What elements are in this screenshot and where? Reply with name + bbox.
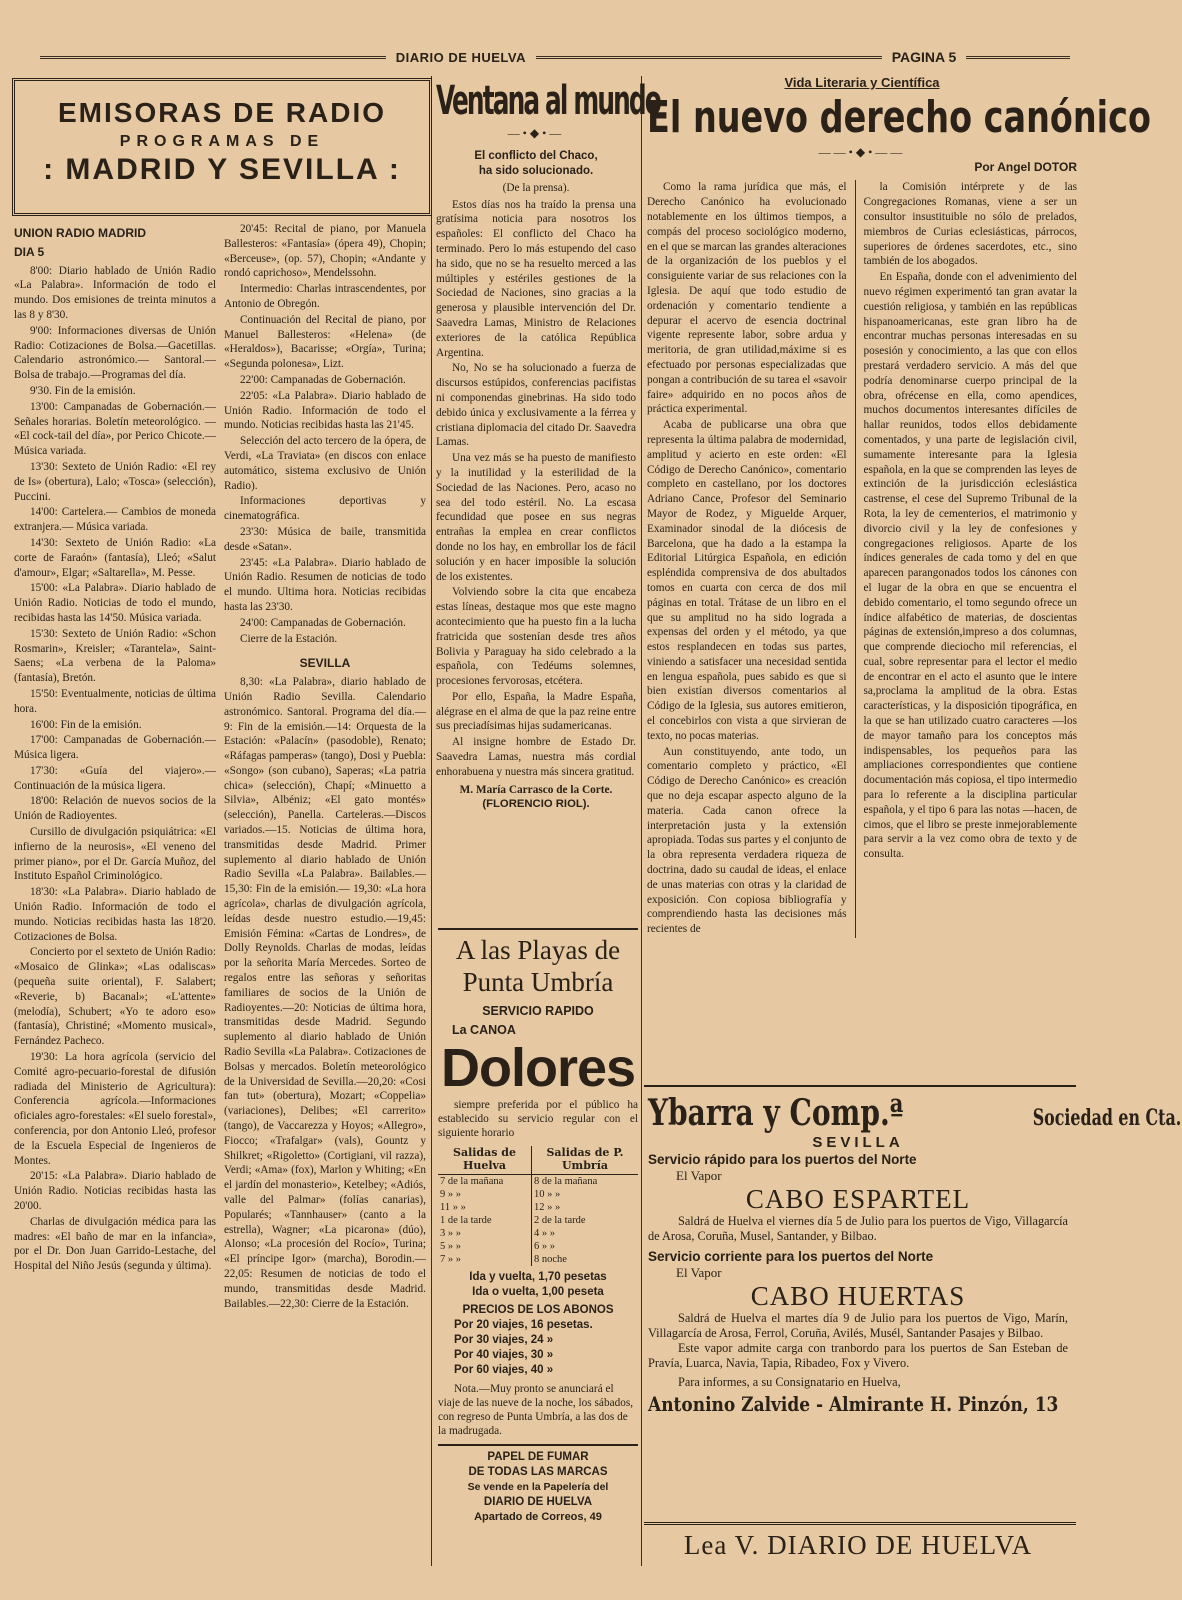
header-rule bbox=[966, 56, 1070, 59]
program-entry: 15'00: «La Palabra». Diario hablado de Unión Radio. Noticias de todo el mundo, recibidas hasta las 14'50. Música variada. bbox=[14, 582, 216, 624]
ybarra-ad bbox=[648, 1092, 1182, 1416]
program-entry: 20'15: «La Palabra». Diario hablado de Unión Radio. Noticias recibidas hasta las 20'00. bbox=[14, 1170, 216, 1212]
papel-line: Se vende en la Papelería del bbox=[467, 1481, 609, 1493]
lea-diario: Lea V. DIARIO DE HUELVA bbox=[683, 1530, 1033, 1560]
section-title: Vida Literaria y Científica bbox=[784, 75, 940, 90]
schedule-cell: 7 » » bbox=[440, 1254, 461, 1265]
abono-price: Por 30 viajes, 24 » bbox=[454, 1334, 554, 1346]
program-entry: 16'00: Fin de la emisión. bbox=[30, 718, 142, 731]
program-entry: 22'00: Campanadas de Gobernación. bbox=[240, 373, 406, 386]
program-entry: 23'45: «La Palabra». Diario hablado de Unión Radio. Resumen de noticias de todo el mundo. Ultima hora. Noticias recibidas hasta las 23'30. bbox=[224, 556, 426, 613]
servicio-label: SERVICIO RAPIDO bbox=[482, 1004, 594, 1018]
company-name: Ybarra y Comp.ª bbox=[648, 1092, 904, 1134]
schedule-row bbox=[438, 1175, 638, 1189]
schedule-cell: 7 de la mañana bbox=[440, 1176, 504, 1187]
ornament: ——•◆•—— bbox=[818, 144, 906, 159]
papel-line: DIARIO DE HUELVA bbox=[483, 1496, 593, 1508]
column-divider bbox=[641, 76, 642, 1566]
madrid-program-list-cont bbox=[224, 222, 426, 646]
vapor-label: El Vapor bbox=[676, 1168, 722, 1183]
article-paragraph: Acaba de publicarse una obra que representa la última palabra de modernidad, amplitud y acierto en este orden: «El Código de Derecho Canónico», comentario completo en castellano, por los doctores Adriano Cance, Profesor del Seminario Mayor de Rodez, y Miguelde Arquer, Examinador sinodal de la diócesis de Barcelona, que ha dado a la estampa la Editorial Litúrgica Española, en edición espléndida comprensiva de dos abultados tomos en cuarta con cerca de dos mil páginas en total. Trátase de un libro en el que su amplitud no ha sido lograda a expensas del orden y el método, ya que estos resplandecen en todas sus partes, viniendo a satisfacer una necesidad sentida en lengua española, pues sabido es que si bien existían diversos comentarios al Código de la Iglesia, sus autores emitieron, el concebirlos con vista a que sirvieran de texto, no pocas materias. bbox=[647, 419, 847, 742]
program-entry: 24'00: Campanadas de Gobernación. bbox=[240, 616, 406, 629]
schedule-table bbox=[438, 1146, 638, 1266]
service-title: Servicio rápido para los puertos del Norte bbox=[648, 1152, 917, 1167]
radio-column-1 bbox=[14, 222, 216, 1572]
canonico-article bbox=[647, 75, 1151, 1086]
schedule-cell: 5 » » bbox=[440, 1241, 461, 1252]
day-heading: DIA 5 bbox=[14, 244, 45, 259]
info-line: Para informes, a su Consignatario en Huelva, bbox=[678, 1375, 901, 1389]
ventana-author-alias: (FLORENCIO RIOL). bbox=[482, 798, 590, 811]
ventana-subtitle: El conflicto del Chaco, bbox=[474, 149, 598, 162]
ventana-source: (De la prensa). bbox=[502, 181, 570, 194]
madrid-program-list bbox=[14, 264, 216, 1274]
schedule-cell: 12 » » bbox=[531, 1201, 638, 1214]
header-rule bbox=[536, 56, 882, 59]
column-divider bbox=[431, 76, 432, 1566]
schedule-cell: 8 de la mañana bbox=[531, 1175, 638, 1189]
program-entry: 9'30. Fin de la emisión. bbox=[30, 384, 136, 397]
ad-note: Nota.—Muy pronto se anunciará el viaje de las nueve de la noche, los sábados, con regreso de Punta Umbría, a las dos de la madrugada. bbox=[438, 1383, 634, 1437]
program-entry: Informaciones deportivas y cinematográfica. bbox=[224, 495, 426, 523]
ventana-paragraph: Una vez más se ha puesto de manifiesto y la inutilidad y la esterilidad de la Sociedad de las Naciones. Pero, acaso no sea del todo estéril. No. La escasa fecundidad que posee en sus negras entrañas la emplea en crear conflictos donde no los hay, en embrollar los de fácil solución y en hacer imposible la solución de los existentes. bbox=[436, 452, 636, 583]
program-entry: 18'00: Relación de nuevos socios de la Unión de Radioyentes. bbox=[14, 795, 216, 823]
station-heading: SEVILLA bbox=[299, 656, 351, 671]
schedule-cell: 8 noche bbox=[531, 1253, 638, 1266]
ship-name: CABO HUERTAS bbox=[750, 1281, 966, 1311]
program-entry: Cierre de la Estación. bbox=[240, 632, 338, 645]
program-entry: 23'30: Música de baile, transmitida desde «Satan». bbox=[224, 525, 426, 553]
schedule-col-umbria: Salidas de P. Umbría bbox=[531, 1146, 638, 1175]
schedule-col-huelva: Salidas de Huelva bbox=[438, 1146, 531, 1175]
program-entry: Charlas de divulgación médica para las madres: «El baño de mar en la infancia», por el Dr. Don Juan Garrido-Lestache, del Hospital del Niño Jesús (segunda y última). bbox=[14, 1215, 216, 1273]
abonos-title: PRECIOS DE LOS ABONOS bbox=[462, 1304, 614, 1316]
radio-cities: : MADRID Y SEVILLA : bbox=[43, 153, 401, 186]
program-entry: 15'50: Eventualmente, noticias de última hora. bbox=[14, 687, 216, 715]
schedule-cell: 1 de la tarde bbox=[440, 1215, 492, 1226]
schedule-cell: 4 » » bbox=[531, 1227, 638, 1240]
punta-umbria-ad bbox=[438, 928, 638, 1525]
papel-line: DE TODAS LAS MARCAS bbox=[468, 1466, 608, 1478]
company-city: SEVILLA bbox=[812, 1134, 904, 1151]
radio-title: EMISORAS DE RADIO bbox=[57, 97, 387, 128]
schedule-cell: 11 » » bbox=[440, 1202, 466, 1213]
program-entry: 8'00: Diario hablado de Unión Radio «La Palabra». Información de todo el mundo. Dos emisiones de treinta minutos a las 8 y 8'30. bbox=[14, 264, 216, 321]
schedule-cell: 3 » » bbox=[440, 1228, 461, 1239]
boat-name: Dolores bbox=[440, 1038, 636, 1098]
article-paragraph: En España, donde con el advenimiento del nuevo régimen experimentó tan gran avatar la cuestión religiosa, y también en las repúblicas hispanoamericanas, este gran libro ha de encontrar muchas personas interesadas en su posesión y conocimiento, a las que con ellos prestará verdadero servicio. A más del que podría denominarse cuerpo principal de la obra, ofrécense en ella, como apendices, muchos documentos interesantes difíciles de hallar reunidos, todos ellos debidamente comentados, y una parte de legislación civil, sumamente interesante para la Iglesia española, en la que se comprenden las leyes de extinción de la jurisdicción eclesiástica castrense, el cese del Supremo Tribunal de la Rota, la ley de cementerios, el matrimonio y divorcio civil y la ley de confesiones y congregaciones religiosos. Aparte de los índices generales de cada tomo y del en que aparecen parangonados todos los cánones con el lugar de la obra en que se encuentra el debido comentario, el tomo segundo ofrece un índice alfabético de materias, de doscientas páginas de extensión,impreso a dos columnas, que comprende dieciocho mil referencias, el cual, sobre representar para el lector el medio de encontrar en el acto el asunto que le intere sa,proclama la amplitud de la obra. Estas características, y la disposición tipográfica, en la que se han utilizado cuatro caracteres —los de mayor tamaño para los conceptos más indispensables, los pequeños para las ampliaciones correspondientes que contiene documentación más copiosa, el tipo intermedio para lo referente a la disciplina particular española, y el tipo 6 para las notas —hacen, de cimos, que el libro se preste inmejorablemente para servir a la vez como obra de texto y de consulta. bbox=[863, 271, 1077, 861]
article-paragraph: Como la rama jurídica que más, el Derecho Canónico ha evolucionado notablemente en los últimos tiempos, a compás del proceso sociológico moderno, en el que se marcan las grandes alteraciones de la organización de los pueblos y el consiguiente variar de sus relaciones con la Iglesia. De aquí que todo estudio de ordenación y comentario tendiente a depurar el acervo de esencia doctrinal vigente represente labor, sobre ardua y meritoria, de gran utilidad,máxime si es efectuado por personas especializadas que pongan a contribución de su tarea el «savoir faire» adquirido en no pocos años de práctica experimental. bbox=[647, 181, 847, 416]
ventana-subtitle: ha sido solucionado. bbox=[478, 164, 594, 177]
article-byline: Por Angel DOTOR bbox=[974, 159, 1077, 174]
ad-text: siempre preferida por el público ha establecido su servicio regular con el siguiente horario bbox=[438, 1099, 638, 1139]
vapor-label: El Vapor bbox=[676, 1265, 722, 1280]
ship-name: CABO ESPARTEL bbox=[745, 1184, 971, 1214]
program-entry: 13'30: Sexteto de Unión Radio: «El rey de Is» (obertura), Lalo; «Tosca» (selección), Puccini. bbox=[14, 460, 216, 503]
schedule-row bbox=[438, 1253, 638, 1266]
abonos-list bbox=[454, 1318, 638, 1378]
station-heading: UNION RADIO MADRID bbox=[14, 226, 146, 240]
lea-rule bbox=[644, 1522, 1076, 1525]
ventana-paragraph: Por ello, España, la Madre España, alégrase en el alma de que la paz reine entre sus preciadísimas hijas sudamericanas. bbox=[436, 690, 636, 733]
radio-subtitle: PROGRAMAS DE bbox=[119, 133, 325, 150]
ad-heading: A las Playas de bbox=[455, 935, 621, 965]
ventana-article bbox=[436, 76, 660, 926]
ventana-body bbox=[436, 198, 636, 780]
fare-round-trip: Ida y vuelta, 1,70 pesetas bbox=[469, 1271, 607, 1283]
program-entry: 17'30: «Guía del viajero».—Continuación de la música ligera. bbox=[14, 764, 216, 792]
schedule-cell: 9 » » bbox=[440, 1189, 461, 1200]
program-entry: 13'00: Campanadas de Gobernación.— Señales horarias. Boletín meteorológico. — «El cock-tail del día», por Perico Chicote.—Música variada. bbox=[14, 400, 216, 458]
page-number: PAGINA 5 bbox=[891, 49, 957, 65]
program-entry: Continuación del Recital de piano, por Manuel Ballesteros: «Helena» (de «Heraldos»), Bacarisse; «Orgía», Turina; «Segunda polonesa», Lizt. bbox=[224, 313, 426, 371]
program-entry: 19'30: La hora agrícola (servicio del Comité agro-pecuario-forestal de difusión radiada del Ministerio de Agricultura): Conferencia agrícola.—Informaciones oficiales agro-forestales: «El suelo forestal», conferencia, por don Antonio Lleó, profesor de la Escuela Especial de Ingenieros de Montes. bbox=[14, 1051, 216, 1167]
ventana-paragraph: Volviendo sobre la cita que encabeza estas líneas, destaque mos que este magno acontecimiento que ha puesto fin a la lucha fratricida que sostenían desde tres años Bolivia y Paraguay ha sido celebrado a la española, con Tedéums solemnes, procesiones fervorosas, etcétera. bbox=[436, 586, 636, 688]
ventana-title: Ventana al mundo bbox=[436, 78, 660, 124]
ship-departure: Saldrá de Huelva el viernes día 5 de Julio para los puertos de Vigo, Villagarcía de Arosa, Coruña, Musel, Santander, y Bilbao. bbox=[648, 1214, 1068, 1243]
abono-price: Por 40 viajes, 30 » bbox=[454, 1349, 554, 1361]
papel-line: Apartado de Correos, 49 bbox=[474, 1511, 602, 1523]
abono-price: Por 60 viajes, 40 » bbox=[454, 1364, 554, 1376]
header-rule bbox=[40, 56, 386, 59]
article-title: El nuevo derecho canónico bbox=[647, 91, 1151, 143]
program-entry: 9'00: Informaciones diversas de Unión Radio: Cotizaciones de Bolsa.—Gacetillas. Calendario astronómico.— Santoral.— Bolsa de trabajo.—Programas del día. bbox=[14, 324, 216, 382]
article-paragraph: la Comisión intérprete y de las Congregaciones Romanas, viene a ser un consultor insustituible no sólo de prelados, miembros de Curias eclesiásticas, párrocos, superiores de órdenes sacerdotes, etc., sino también de los abogados. bbox=[863, 181, 1077, 268]
program-entry: 18'30: «La Palabra». Diario hablado de Unión Radio. Información de todo el mundo. Noticias recibidas hasta las 18'20. Cotizaciones de Bolsa. bbox=[14, 886, 216, 943]
program-entry: 22'05: «La Palabra». Diario hablado de Unión Radio. Información de todo el mundo. Noticias recibidas hasta las 21'45. bbox=[224, 389, 426, 432]
radio-column-2 bbox=[224, 222, 426, 1572]
fare-one-way: Ida o vuelta, 1,00 peseta bbox=[472, 1286, 604, 1298]
papel-line: PAPEL DE FUMAR bbox=[487, 1451, 589, 1463]
abono-price: Por 20 viajes, 16 pesetas. bbox=[454, 1319, 593, 1331]
canoa-label: La CANOA bbox=[452, 1023, 516, 1037]
program-entry: 15'30: Sexteto de Unión Radio: «Schon Rosmarin», Kreisler; «Tarantela», Saint-Saens; «La verbena de la Paloma» (fantasía), Bretón. bbox=[14, 627, 216, 685]
program-entry: 14'30: Sexteto de Unión Radio: «La corte de Faraón» (fantasía), Lleó; «Salut d'amour», Elgar; «Saltarella», M. Pesse. bbox=[14, 536, 216, 579]
program-entry: 20'45: Recital de piano, por Manuela Ballesteros: «Fantasía» (ópera 49), Chopin; «Berceuse», (op. 57), Chopin; «Andante y rondó caprichoso», Mendelssohn. bbox=[224, 223, 426, 280]
schedule-cell: 10 » » bbox=[531, 1188, 638, 1201]
schedule-row bbox=[438, 1240, 638, 1253]
program-entry: 17'00: Campanadas de Gobernación.—Música ligera. bbox=[14, 734, 216, 762]
ventana-paragraph: No, No se ha solucionado a fuerza de discursos estúpidos, conferencias pacifistas ni componendas ginebrinas. Ha sido todo debido única y exclusivamente a la férrea y cristiana diplomacia del citado Dr. Saavedra Lamas. bbox=[436, 362, 636, 449]
schedule-cell: 2 de la tarde bbox=[531, 1214, 638, 1227]
paper-name: DIARIO DE HUELVA bbox=[395, 49, 527, 65]
article-paragraph: Aun constituyendo, ante todo, un comentario completo y práctico, «El Código de Derecho Canónico» es creación que no deja escapar aspecto alguno de la materia. Cada canon ofrece la interpretación justa y la extensión apropiada. Todas sus partes y el conjunto de la obra representa verdadera riqueza de doctrina, dado su caudal de ideas, el enlace de unas materias con otras y la claridad de exposición. Con copiosa bibliografía y comprendiendo hasta las decisiones más recientes de bbox=[647, 745, 847, 936]
program-entry: Selección del acto tercero de la ópera, de Verdi, «La Traviata» (en discos con enlace automático, sistema exclusivo de Unión Radio). bbox=[224, 435, 426, 492]
radio-title-box bbox=[12, 78, 432, 216]
sevilla-program: 8,30: «La Palabra», diario hablado de Unión Radio Sevilla. Calendario astronómico. Santoral. Programa del día.—9: Fin de la emisión.—14: Orquesta de la Estación: «Palacín» (pasodoble), Renato; «Ráfagas pamperas» (tango), Dosi y Puebla: «Songo» (son cubano), Saperas; «La patria chica» (selección), Chapí; «Minuetto a Silvia», Albéniz; «El gato montés» (selección), Panella. Carteleras.—Discos variados.—15. Noticias de última hora, transmitidas desde Madrid. Primer suplemento al diario hablado de Unión Radio Sevilla «La Palabra». Bailables.—15,30: Fin de la emisión.— 19,30: «La hora agrícola», charlas de divulgación agrícola, leídas desde nuestro estudio.—19,45: Emisión Fémina: «Cartas de Londres», de Dolly Reynolds. Charlas de modas, leídas por la señorita María Mercedes. Sorteo de regalos entre las señoras y señoritas familiares de socios de la Unión de Radioyentes.—20: Noticias de última hora, transmitidas desde Madrid. Segundo suplemento al diario hablado de Unión Radio Sevilla «La Palabra». Cotizaciones de Bolsas y mercados. Boletín meteorológico de la Universidad de Sevilla.—20,20: «Cosi fan tut» (obertura), Mozart; «Coppelia» (variaciones), Delibes; «El carrerito» (tango), de Vaccarezza y Hoyos; «Allegro», Fiocco; «Trafalgar» (vals), Gountz y Shilkret; «Rigoletto» (Cortigiani, vil razza), Verdi; «Ama» (fox), Marlon y Whiting; «En el jardín del monasterio», Ketelbey; «Adiós, valle del Palmar» (folías canarias), Popularés; «Tannhauser» (canto a la estrella), Wagner; «La picarona» (dúo), Alonso; «La procesión del Rocío», Turina; «El príncipe Igor» (marcha), Borodin.—22,05: Resumen de noticias de todo el mundo, transmitidas desde Madrid. Bailables.—22,30: Cierre de la Estación. bbox=[224, 676, 426, 1310]
schedule-row bbox=[438, 1227, 638, 1240]
ornament: —•◆•— bbox=[507, 126, 565, 140]
company-type: Sociedad en Cta. bbox=[1033, 1105, 1182, 1131]
ventana-paragraph: Al insigne hombre de Estado Dr. Saavedra Lamas, nuestra más cordial enhorabuena y nuestra más sincera gratitud. bbox=[436, 736, 636, 778]
service-title: Servicio corriente para los puertos del Norte bbox=[648, 1249, 934, 1264]
schedule-row bbox=[438, 1188, 638, 1201]
cargo-note: Este vapor admite carga con tranbordo para los puertos de San Esteban de Pravía, Luarca, Navia, Tapia, Ribadeo, Fox y Vivero. bbox=[648, 1341, 1068, 1370]
program-entry: Concierto por el sexteto de Unión Radio: «Mosaico de Glinka»; «Las odaliscas» (pequeña suite oriental), F. Salabert; «Reverie, b) Bacanal»; «L'attente» (melodía), Schubert; «Yo te adoro eso» (fantasía), Christiné; «Momento musical», Fernández Pacheco. bbox=[14, 946, 216, 1048]
schedule-row bbox=[438, 1201, 638, 1214]
agent-name: Antonino Zalvide - Almirante H. Pinzón, 13 bbox=[648, 1392, 1059, 1416]
article-col-2 bbox=[864, 180, 1077, 938]
program-entry: Intermedio: Charlas intrascendentes, por Antonio de Obregón. bbox=[224, 283, 426, 310]
page-header bbox=[30, 46, 1080, 68]
ad-heading: Punta Umbría bbox=[462, 967, 614, 997]
schedule-row bbox=[438, 1214, 638, 1227]
program-entry: 14'00: Cartelera.— Cambios de moneda extranjera.— Música variada. bbox=[14, 506, 216, 534]
article-col-1 bbox=[647, 180, 847, 938]
program-entry: Cursillo de divulgación psiquiátrica: «El infierno de la neurosis», «El veneno del primer piano», por el Dr. García Muñoz, del Instituto Español Criminológico. bbox=[14, 826, 216, 883]
schedule-cell: 6 » » bbox=[531, 1240, 638, 1253]
ventana-author: M. María Carrasco de la Corte. bbox=[459, 783, 613, 796]
ybarra-rule bbox=[644, 1085, 1076, 1087]
ship-departure: Saldrá de Huelva el martes día 9 de Julio para los puertos de Vigo, Marín, Villagarcía de Arosa, Ferrol, Coruña, Avilés, Musél, Santander Pasajes y Bilbao. bbox=[648, 1311, 1068, 1340]
ventana-paragraph: Estos días nos ha traído la prensa una gratísima noticia para nosotros los españoles: El conflicto del Chaco ha terminado. Pero lo más estupendo del caso ha sido, que no se ha resuelto merced a las múltiples y estériles gestiones de la Sociedad de Naciones, sino gracias a la generosa y plausible intervención del Dr. Saavedra Lamas, Ministro de Relaciones exteriores de la católica República Argentina. bbox=[436, 198, 636, 359]
